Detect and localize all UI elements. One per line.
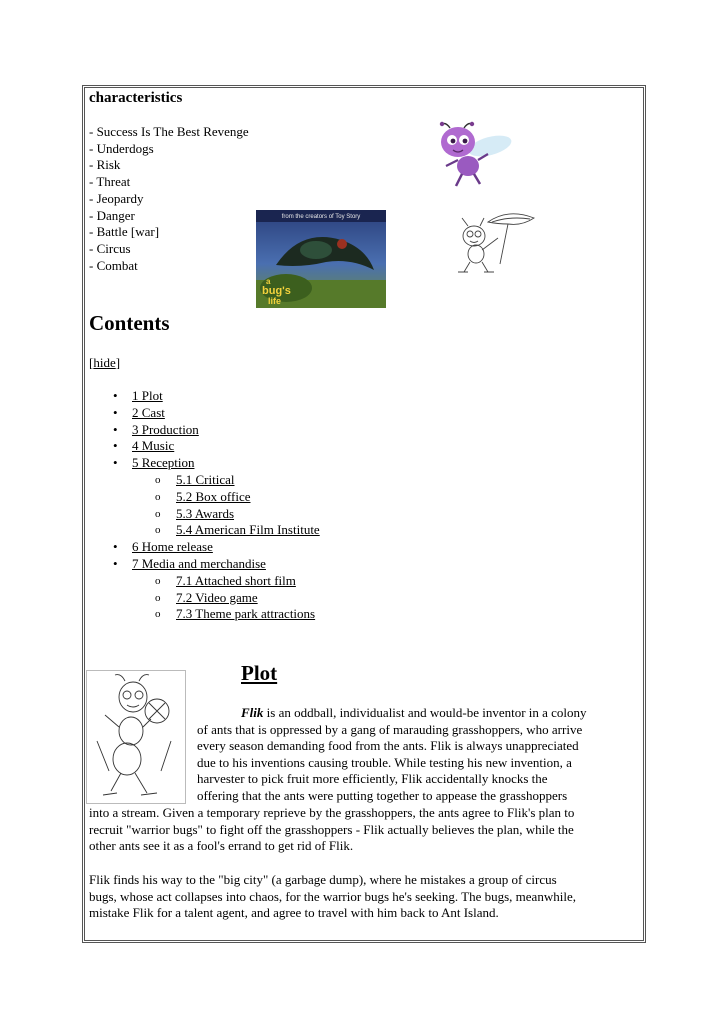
toc-link[interactable]: 5.1 Critical xyxy=(176,471,235,487)
table-of-contents xyxy=(103,388,320,623)
characteristics-list xyxy=(89,124,249,274)
bullet-icon: • xyxy=(113,421,118,437)
bracket-open: [ xyxy=(89,355,94,370)
toc-item-short-film xyxy=(103,573,320,590)
dot-character-image xyxy=(428,120,520,192)
bullet-icon: • xyxy=(113,404,118,420)
toc-link[interactable]: 5 Reception xyxy=(132,455,195,471)
text-line: mistake Flik for a talent agent, and agree to travel with him back to Ant Island. xyxy=(89,905,499,921)
toc-link[interactable]: 7.2 Video game xyxy=(176,589,258,605)
plot-paragraph-2 xyxy=(89,872,641,922)
toc-item-cast xyxy=(103,405,320,422)
bullet-icon: • xyxy=(113,438,118,454)
toc-link[interactable]: 5.2 Box office xyxy=(176,488,251,504)
toc-item-theme-park xyxy=(103,606,320,623)
toc-link[interactable]: 3 Production xyxy=(132,421,199,437)
toc-item-production xyxy=(103,422,320,439)
list-item: - Threat xyxy=(89,174,131,190)
hide-link[interactable]: hide xyxy=(93,355,116,370)
toc-link[interactable]: 5.3 Awards xyxy=(176,505,235,521)
text-line: bugs, whose act collapses into chaos, for the warrior bugs he's seeking. The bugs, meanwhile, xyxy=(89,888,576,904)
list-item: - Risk xyxy=(89,157,121,173)
text-line: into a stream. Given a temporary reprieve by the grasshoppers, the ants agree to Flik's plan to xyxy=(89,805,575,820)
toc-item-afi xyxy=(103,522,320,539)
text-span: is an oddball, individualist and would-be inventor in a colony xyxy=(263,705,587,720)
movie-poster-image xyxy=(256,210,386,308)
poster-logo-bugs: bug's xyxy=(262,285,291,297)
circle-bullet-icon: o xyxy=(155,507,161,520)
text-line: offering that the ants were putting together to appease the grasshoppers xyxy=(197,787,568,803)
text-line: every season demanding food from the ants. Flik is always unappreciated xyxy=(197,738,579,754)
bullet-icon: • xyxy=(113,555,118,571)
text-line: of ants that is oppressed by a gang of marauding grasshoppers, who arrive xyxy=(197,721,583,737)
circle-bullet-icon: o xyxy=(155,591,161,604)
poster-logo-life: life xyxy=(268,296,282,306)
toc-link[interactable]: 5.4 American Film Institute xyxy=(176,522,320,538)
text-line: harvester to pick fruit more efficiently, Flik accidentally knocks the xyxy=(197,771,548,787)
bracket-close: ] xyxy=(115,355,121,370)
toc-item-video-game xyxy=(103,590,320,607)
toc-link[interactable]: 7 Media and merchandise xyxy=(132,555,266,571)
bullet-icon: • xyxy=(113,455,118,471)
circle-bullet-icon: o xyxy=(155,574,161,587)
list-item: - Circus xyxy=(89,240,131,256)
circle-bullet-icon: o xyxy=(155,608,161,621)
circle-bullet-icon: o xyxy=(155,490,161,503)
poster-logo-a: a xyxy=(266,277,271,286)
text-line: due to his inventions causing trouble. While testing his new invention, a xyxy=(197,754,572,770)
characteristics-heading: characteristics xyxy=(89,90,183,106)
coloring-page-image xyxy=(448,208,540,276)
list-item: - Success Is The Best Revenge xyxy=(89,124,249,139)
circle-bullet-icon: o xyxy=(155,473,161,486)
plot-paragraph-1-continued xyxy=(89,805,641,855)
toc-link[interactable]: 2 Cast xyxy=(132,404,165,420)
toc-link[interactable]: 4 Music xyxy=(132,438,175,454)
contents-heading: Contents xyxy=(89,311,170,335)
toc-item-reception xyxy=(103,455,320,472)
plot-heading: Plot xyxy=(241,661,278,685)
toc-item-awards xyxy=(103,506,320,523)
circle-bullet-icon: o xyxy=(155,524,161,537)
list-item: - Combat xyxy=(89,257,138,273)
character-name: Flik xyxy=(241,705,264,720)
toc-item-home-release xyxy=(103,539,320,556)
toc-link[interactable]: 1 Plot xyxy=(132,388,163,403)
poster-tagline: from the creators of Toy Story xyxy=(281,214,361,220)
hide-toggle xyxy=(89,355,120,371)
toc-link[interactable]: 7.1 Attached short film xyxy=(176,572,296,588)
text-line: Flik finds his way to the "big city" (a garbage dump), where he mistakes a group of circus xyxy=(89,872,557,887)
text-line xyxy=(197,705,637,722)
toc-item-box-office xyxy=(103,489,320,506)
bullet-icon: • xyxy=(113,539,118,555)
toc-link[interactable]: 7.3 Theme park attractions xyxy=(176,606,316,622)
toc-item-music xyxy=(103,438,320,455)
list-item: - Underdogs xyxy=(89,140,154,156)
text-line: recruit "warrior bugs" to fight off the grasshoppers - Flik actually believes the plan, while the xyxy=(89,821,574,837)
toc-item-plot xyxy=(103,388,320,405)
toc-item-critical xyxy=(103,472,320,489)
flik-drawing-image xyxy=(86,670,186,804)
plot-paragraph-1-wrapped xyxy=(197,705,637,805)
bullet-icon: • xyxy=(113,388,118,403)
list-item: - Jeopardy xyxy=(89,190,144,206)
toc-link[interactable]: 6 Home release xyxy=(132,539,213,555)
list-item: - Battle [war] xyxy=(89,224,160,240)
text-line: other ants see it as a fool's errand to get rid of Flik. xyxy=(89,838,354,854)
toc-item-media xyxy=(103,556,320,573)
list-item: - Danger xyxy=(89,207,135,223)
